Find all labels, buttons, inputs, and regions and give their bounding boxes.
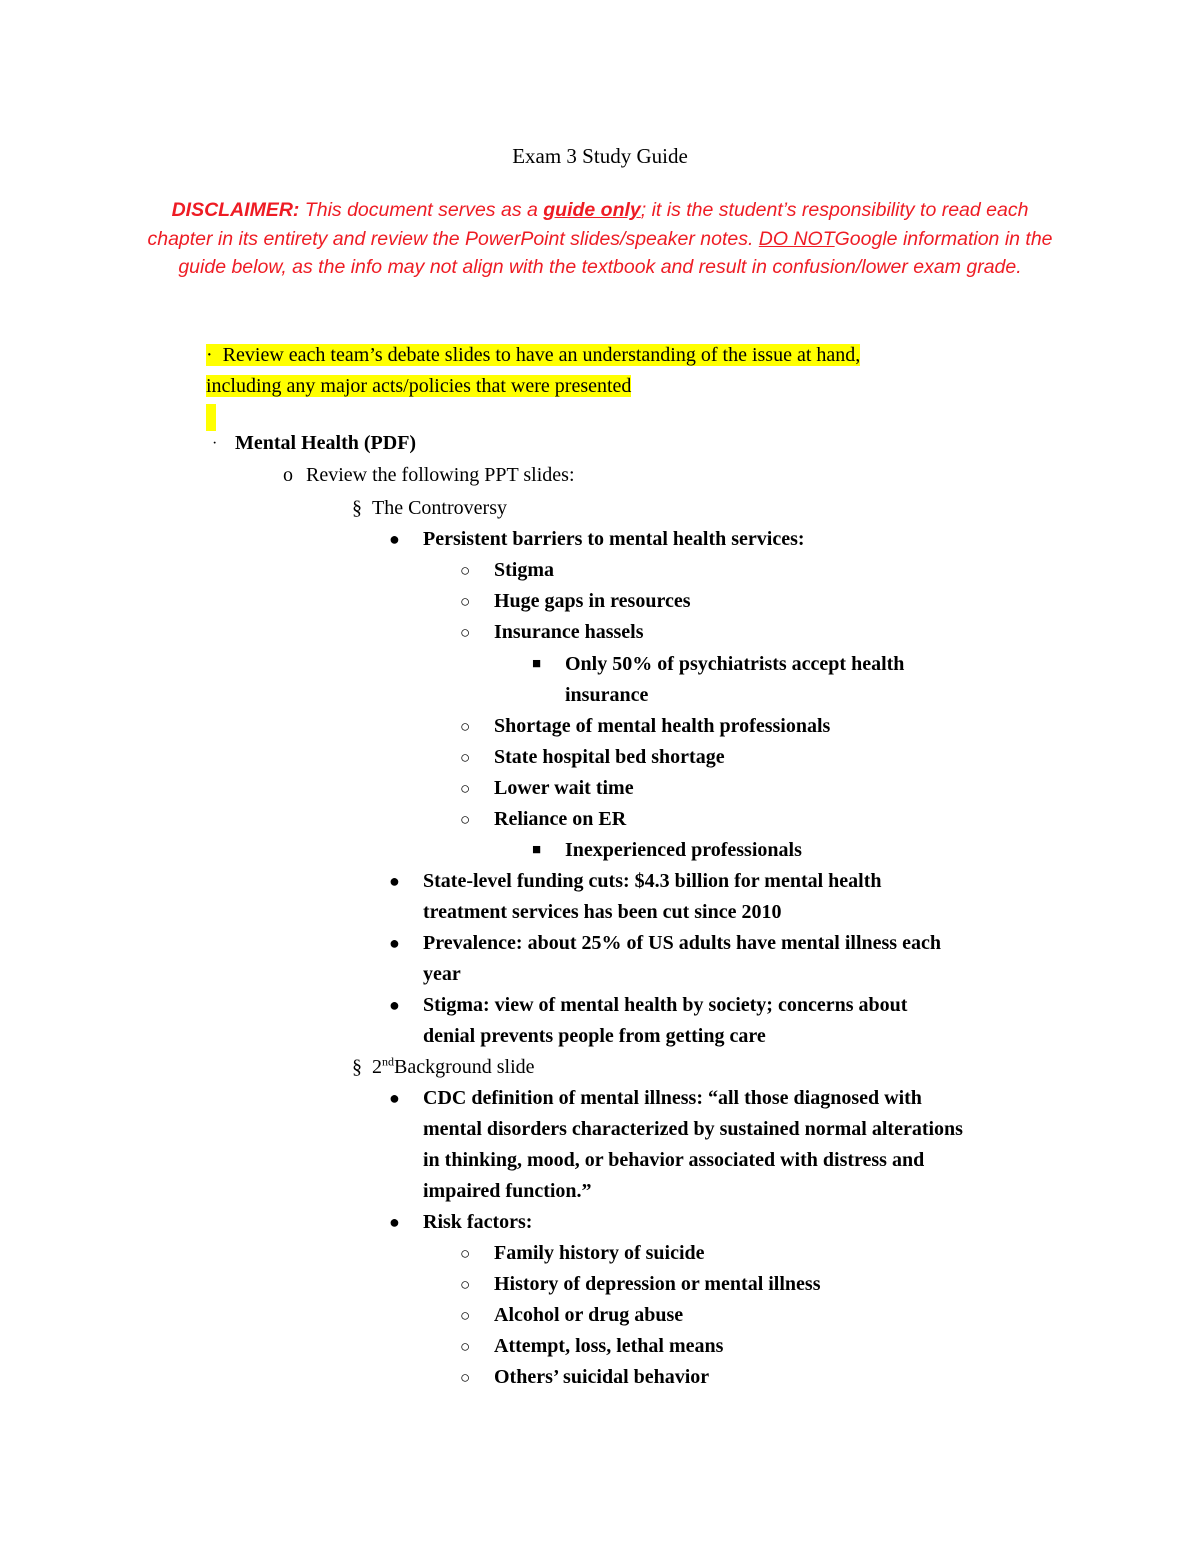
highlighted-note [206, 340, 860, 441]
bullet-glyph: ● [389, 995, 400, 1015]
item-prevalence-line-2: year [423, 963, 461, 985]
background-num: 2 [372, 1056, 382, 1078]
item-abuse: Alcohol or drug abuse [494, 1304, 684, 1326]
item-gaps: Huge gaps in resources [494, 590, 691, 612]
highlight-text-2: including any major acts/policies that were presented [206, 375, 632, 397]
item-family-history: Family history of suicide [494, 1242, 705, 1264]
highlight-marker [206, 404, 216, 431]
item-only50-line-2: insurance [565, 684, 649, 706]
disclaimer-text-3: Google information in the guide below, as the info may not align with the textbook and result in confusion/lower exam grade. [178, 227, 1053, 279]
item-background-slide [372, 1052, 535, 1083]
item-stigma-view-line-1: Stigma: view of mental health by society; concerns about [423, 994, 908, 1016]
item-prevalence-line-1: Prevalence: about 25% of US adults have mental illness each [423, 932, 941, 954]
disclaimer-label: DISCLAIMER: [171, 199, 300, 221]
circle-glyph: ○ [460, 1275, 471, 1294]
circle-glyph: ○ [460, 748, 471, 767]
background-rest: Background slide [394, 1056, 535, 1078]
item-only50-line-1: Only 50% of psychiatrists accept health [565, 653, 905, 675]
item-stigma-view-line-2: denial prevents people from getting care [423, 1025, 766, 1047]
background-sup: nd [382, 1054, 394, 1069]
item-cdc-line-1: CDC definition of mental illness: “all those diagnosed with [423, 1087, 922, 1109]
item-review-slides: Review the following PPT slides: [306, 464, 575, 486]
bullet-glyph: ● [389, 529, 400, 549]
item-funding-line-2: treatment services has been cut since 2010 [423, 901, 782, 923]
disclaimer-paragraph [140, 196, 1060, 282]
circle-glyph: ○ [460, 1368, 471, 1387]
square-glyph: ■ [532, 656, 542, 672]
item-others: Others’ suicidal behavior [494, 1366, 710, 1388]
item-bed-shortage: State hospital bed shortage [494, 746, 725, 768]
section-glyph: § [352, 1056, 362, 1078]
bullet-glyph: ● [389, 1088, 400, 1108]
item-depression-history: History of depression or mental illness [494, 1273, 821, 1295]
item-wait-time: Lower wait time [494, 777, 634, 799]
section-glyph: § [352, 497, 362, 519]
highlight-text-1: Review each team’s debate slides to have an understanding of the issue at hand, [212, 344, 861, 366]
highlighted-note-line-2 [206, 371, 860, 402]
item-risk-factors: Risk factors: [423, 1211, 533, 1233]
circle-glyph: ○ [460, 592, 471, 611]
bullet-glyph: ● [389, 871, 400, 891]
item-cdc-line-4: impaired function.” [423, 1180, 592, 1202]
disclaimer-do-not: DO NOT [758, 227, 835, 250]
circle-glyph: ○ [460, 779, 471, 798]
circle-glyph: ○ [460, 717, 471, 736]
heading-mental-health: Mental Health (PDF) [235, 432, 417, 454]
circle-glyph: ○ [460, 810, 471, 829]
item-barriers: Persistent barriers to mental health services: [423, 528, 805, 550]
bullet-dot-glyph: · [212, 435, 218, 452]
item-shortage: Shortage of mental health professionals [494, 715, 831, 737]
document-title: Exam 3 Study Guide [512, 144, 688, 168]
item-er: Reliance on ER [494, 808, 627, 830]
circle-glyph: ○ [460, 1244, 471, 1263]
item-controversy: The Controversy [372, 497, 507, 519]
item-funding-line-1: State-level funding cuts: $4.3 billion for mental health [423, 870, 882, 892]
item-insurance: Insurance hassels [494, 621, 644, 643]
circle-glyph: ○ [460, 561, 471, 580]
circle-glyph: ○ [460, 1306, 471, 1325]
disclaimer-text-2: ; it is the student’s responsibility to read each chapter in its entirety and review the PowerPoint slides/speaker notes. [147, 199, 1029, 250]
item-cdc-line-3: in thinking, mood, or behavior associated with distress and [423, 1149, 925, 1171]
item-stigma: Stigma [494, 559, 554, 581]
item-inexperienced: Inexperienced professionals [565, 839, 802, 861]
item-attempt: Attempt, loss, lethal means [494, 1335, 724, 1357]
bullet-o-glyph: o [283, 464, 293, 486]
bullet-glyph: ● [389, 933, 400, 953]
circle-glyph: ○ [460, 623, 471, 642]
disclaimer-guide-only: guide only [543, 199, 641, 221]
bullet-glyph: ● [389, 1212, 400, 1232]
disclaimer-text-1: This document serves as a [299, 199, 544, 221]
circle-glyph: ○ [460, 1337, 471, 1356]
item-cdc-line-2: mental disorders characterized by sustained normal alterations [423, 1118, 963, 1140]
highlighted-note-line-1 [206, 340, 860, 371]
square-glyph: ■ [532, 842, 542, 858]
highlight-bullet: · [206, 344, 213, 366]
